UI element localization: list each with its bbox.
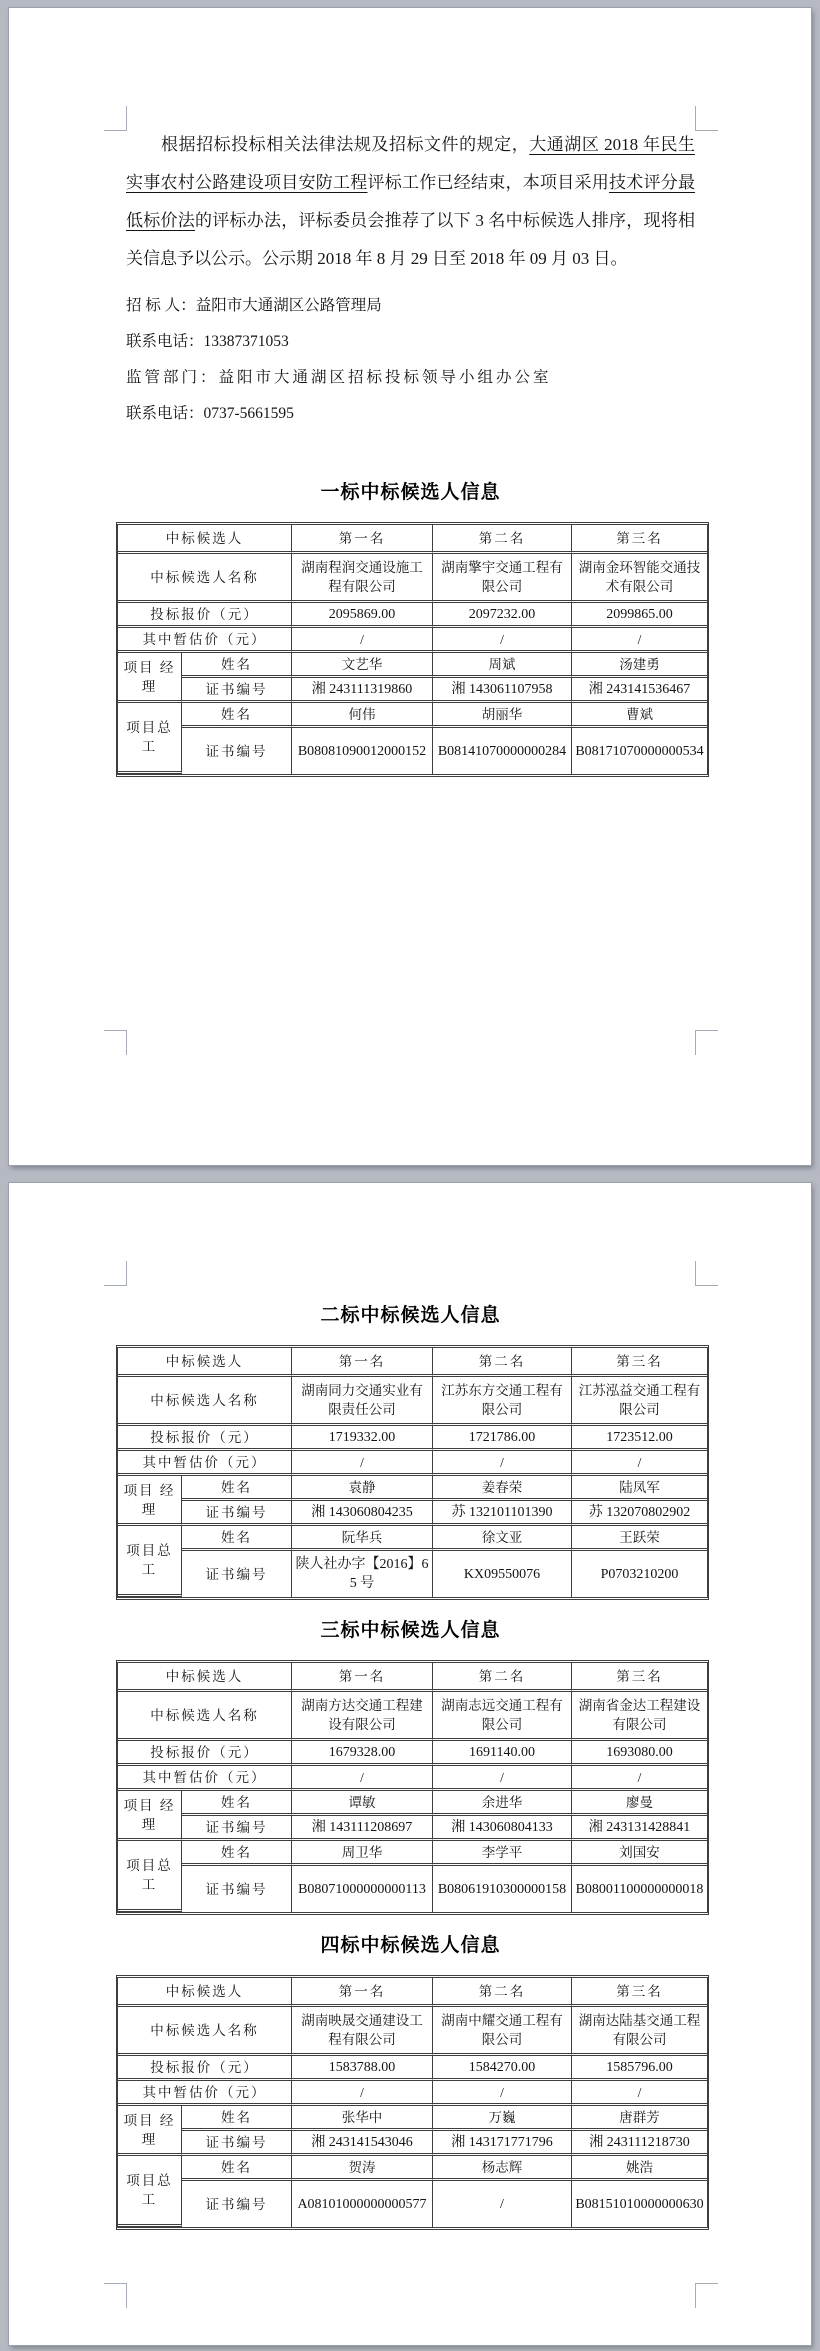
table-row bbox=[118, 1551, 707, 1597]
pm-name-cell: 万巍 bbox=[433, 2106, 572, 2131]
table-row bbox=[118, 2106, 707, 2131]
ce-name-cell: 徐文亚 bbox=[433, 1526, 572, 1551]
phone-label: 联系电话： bbox=[126, 333, 204, 350]
estimate-cell: / bbox=[572, 628, 707, 653]
header-rank1-cell: 第一名 bbox=[292, 1348, 433, 1377]
table-row bbox=[118, 1426, 707, 1451]
supervisor-line bbox=[126, 360, 695, 396]
ce-cert-cell: 陕人社办字【2016】65 号 bbox=[292, 1551, 433, 1597]
estimate-cell: / bbox=[292, 628, 433, 653]
pm-cert-cell: 湘 143060804235 bbox=[292, 1501, 433, 1526]
estimate-cell: / bbox=[433, 2081, 572, 2106]
price-label-cell: 投标报价（元） bbox=[118, 603, 292, 628]
table-row bbox=[118, 1841, 707, 1866]
ce-name-cell: 王跃荣 bbox=[572, 1526, 707, 1551]
ce-cert-cell: B08071000000000113 bbox=[292, 1866, 433, 1912]
page-2-content bbox=[9, 1183, 811, 2230]
bid-price-cell: 1585796.00 bbox=[572, 2056, 707, 2081]
tenderer-line bbox=[126, 288, 695, 324]
estimate-cell: / bbox=[292, 2081, 433, 2106]
estimate-label-cell: 其中暂估价（元） bbox=[118, 2081, 292, 2106]
table-row bbox=[118, 1501, 707, 1526]
table-row bbox=[118, 1451, 707, 1476]
cert-label-cell: 证书编号 bbox=[182, 1816, 292, 1841]
header-rank1-cell: 第一名 bbox=[292, 1663, 433, 1692]
pm-cert-cell: 湘 243131428841 bbox=[572, 1816, 707, 1841]
company-label-cell: 中标候选人名称 bbox=[118, 554, 292, 603]
paragraph-segment: 评标工作已经结束，本项目采用 bbox=[367, 173, 609, 192]
table-row bbox=[118, 678, 707, 703]
bid-price-cell: 1723512.00 bbox=[572, 1426, 707, 1451]
name-label-cell: 姓名 bbox=[182, 1476, 292, 1501]
company-name-cell: 湖南省金达工程建设有限公司 bbox=[572, 1692, 707, 1741]
estimate-cell: / bbox=[433, 1451, 572, 1476]
pm-cert-cell: 湘 243111218730 bbox=[572, 2131, 707, 2156]
table-row bbox=[118, 1526, 707, 1551]
company-name-cell: 湖南方达交通工程建设有限公司 bbox=[292, 1692, 433, 1741]
estimate-cell: / bbox=[292, 1451, 433, 1476]
table-row bbox=[118, 1816, 707, 1841]
phone-value: 13387371053 bbox=[203, 333, 289, 350]
table-row bbox=[118, 1476, 707, 1501]
ce-cert-cell: B08061910300000158 bbox=[433, 1866, 572, 1912]
chief-engineer-label-cell: 项目总 工 bbox=[118, 703, 182, 774]
table-row bbox=[118, 525, 707, 554]
ce-cert-cell: KX09550076 bbox=[433, 1551, 572, 1597]
tenderer-label: 招 标 人： bbox=[126, 297, 196, 314]
ce-cert-cell: B08171070000000534 bbox=[575, 743, 704, 759]
table-title: 一标中标候选人信息 bbox=[320, 482, 501, 503]
bid-candidates-table bbox=[116, 1345, 709, 1600]
table-row bbox=[118, 2081, 707, 2106]
name-label-cell: 姓名 bbox=[182, 2156, 292, 2181]
paragraph-segment-underlined: 大通湖区 2018 年民生实事农村公路建设项目安防工程 bbox=[126, 135, 696, 192]
bid-candidates-table bbox=[116, 1975, 709, 2230]
estimate-cell: / bbox=[292, 1766, 433, 1791]
ce-name-cell: 李学平 bbox=[433, 1841, 572, 1866]
header-candidate-cell: 中标候选人 bbox=[118, 1978, 292, 2007]
ce-name-cell: 曹斌 bbox=[572, 703, 707, 728]
table-row bbox=[118, 2056, 707, 2081]
table-row bbox=[118, 2131, 707, 2156]
cert-label-cell: 证书编号 bbox=[182, 2131, 292, 2156]
table-row bbox=[118, 1866, 707, 1912]
company-label-cell: 中标候选人名称 bbox=[118, 1377, 292, 1426]
table-row bbox=[118, 554, 707, 603]
paragraph-segment: 的评标办法，评标委员会推荐了以下 3 名中标候选人排序，现将相关信息予以公示。公示期 2018 年 8 月 29 日至 2018 年 09 月 03 日。 bbox=[126, 211, 696, 268]
estimate-cell: / bbox=[433, 1766, 572, 1791]
page-2 bbox=[9, 1183, 811, 2345]
bid-candidates-table bbox=[116, 1660, 709, 1915]
header-rank2-cell: 第二名 bbox=[433, 525, 572, 554]
ce-name-cell: 阮华兵 bbox=[292, 1526, 433, 1551]
table-row bbox=[118, 2181, 707, 2227]
pm-name-cell: 余进华 bbox=[433, 1791, 572, 1816]
name-label-cell: 姓名 bbox=[182, 703, 292, 728]
bid-price-cell: 1584270.00 bbox=[433, 2056, 572, 2081]
pm-cert-cell: 湘 243141536467 bbox=[572, 678, 707, 703]
bid-section bbox=[123, 478, 704, 777]
price-label-cell: 投标报价（元） bbox=[118, 1426, 292, 1451]
phone-line bbox=[126, 324, 695, 360]
ce-name-cell: 姚浩 bbox=[572, 2156, 707, 2181]
company-name-cell: 湖南程润交通设施工程有限公司 bbox=[292, 554, 433, 603]
page-2-tables bbox=[123, 1301, 704, 2230]
bid-price-cell: 1719332.00 bbox=[292, 1426, 433, 1451]
pm-cert-cell: 湘 143171771796 bbox=[433, 2131, 572, 2156]
company-label-cell: 中标候选人名称 bbox=[118, 1692, 292, 1741]
ce-name-cell: 何伟 bbox=[292, 703, 433, 728]
ce-name-cell: 胡丽华 bbox=[433, 703, 572, 728]
pm-name-cell: 文艺华 bbox=[292, 653, 433, 678]
pm-cert-cell: 苏 132101101390 bbox=[433, 1501, 572, 1526]
header-candidate-cell: 中标候选人 bbox=[118, 525, 292, 554]
pm-name-cell: 谭敏 bbox=[292, 1791, 433, 1816]
header-rank3-cell: 第三名 bbox=[572, 1978, 707, 2007]
price-label-cell: 投标报价（元） bbox=[118, 2056, 292, 2081]
company-name-cell: 湖南映晟交通建设工程有限公司 bbox=[292, 2007, 433, 2056]
cert-label-cell: 证书编号 bbox=[182, 1551, 292, 1597]
pm-name-cell: 陆凤军 bbox=[572, 1476, 707, 1501]
announcement-paragraph bbox=[126, 126, 695, 278]
table-row bbox=[118, 1766, 707, 1791]
estimate-label-cell: 其中暂估价（元） bbox=[118, 1451, 292, 1476]
ce-cert-cell: B08081090012000152 bbox=[292, 728, 433, 774]
ce-cert-cell: A08101000000000577 bbox=[292, 2181, 433, 2227]
pm-name-cell: 廖曼 bbox=[572, 1791, 707, 1816]
chief-engineer-label-cell: 项目总 工 bbox=[118, 2156, 182, 2227]
chief-engineer-label-cell: 项目总 工 bbox=[118, 1841, 182, 1912]
header-candidate-cell: 中标候选人 bbox=[118, 1348, 292, 1377]
estimate-cell: / bbox=[572, 1451, 707, 1476]
phone-line-2 bbox=[126, 396, 695, 432]
table-row bbox=[118, 1978, 707, 2007]
bid-price-cell: 2095869.00 bbox=[292, 603, 433, 628]
ce-cert-cell: B08151010000000630 bbox=[575, 2196, 704, 2212]
ce-name-cell: 刘国安 bbox=[572, 1841, 707, 1866]
estimate-cell: / bbox=[433, 628, 572, 653]
project-manager-label-cell: 项目 经理 bbox=[118, 1476, 182, 1526]
bid-section bbox=[123, 1301, 701, 1600]
bid-section bbox=[123, 1931, 704, 2230]
header-rank3-cell: 第三名 bbox=[572, 525, 707, 554]
company-name-cell: 江苏泓益交通工程有限公司 bbox=[572, 1377, 707, 1426]
cert-label-cell: 证书编号 bbox=[182, 728, 292, 774]
chief-engineer-label-cell: 项目总 工 bbox=[118, 1526, 182, 1597]
company-label-cell: 中标候选人名称 bbox=[118, 2007, 292, 2056]
margin-corner-mark bbox=[104, 2283, 127, 2308]
estimate-cell: / bbox=[572, 2081, 707, 2106]
pm-cert-cell: 湘 243111319860 bbox=[292, 678, 433, 703]
header-candidate-cell: 中标候选人 bbox=[118, 1663, 292, 1692]
bid-section bbox=[123, 1616, 704, 1915]
ce-name-cell: 周卫华 bbox=[292, 1841, 433, 1866]
pm-cert-cell: 苏 132070802902 bbox=[572, 1501, 707, 1526]
ce-cert-cell: B08141070000000284 bbox=[433, 728, 572, 774]
table-row bbox=[118, 1741, 707, 1766]
table-title: 二标中标候选人信息 bbox=[320, 1305, 501, 1326]
pm-cert-cell: 湘 243141543046 bbox=[292, 2131, 433, 2156]
phone-label: 联系电话： bbox=[126, 405, 204, 422]
name-label-cell: 姓名 bbox=[182, 1526, 292, 1551]
pm-name-cell: 汤建勇 bbox=[572, 653, 707, 678]
bid-price-cell: 1583788.00 bbox=[292, 2056, 433, 2081]
bid-price-cell: 2097232.00 bbox=[433, 603, 572, 628]
bid-price-cell: 2099865.00 bbox=[572, 603, 707, 628]
table-row bbox=[118, 1791, 707, 1816]
header-rank2-cell: 第二名 bbox=[433, 1348, 572, 1377]
company-name-cell: 湖南达陆基交通工程有限公司 bbox=[572, 2007, 707, 2056]
header-rank2-cell: 第二名 bbox=[433, 1978, 572, 2007]
pm-name-cell: 张华中 bbox=[292, 2106, 433, 2131]
project-manager-label-cell: 项目 经理 bbox=[118, 2106, 182, 2156]
table-title: 三标中标候选人信息 bbox=[320, 1620, 501, 1641]
table-row bbox=[118, 703, 707, 728]
page-1-tables bbox=[123, 478, 704, 777]
table-row bbox=[118, 2156, 707, 2181]
tenderer-value: 益阳市大通湖区公路管理局 bbox=[195, 297, 382, 314]
header-rank2-cell: 第二名 bbox=[433, 1663, 572, 1692]
project-manager-label-cell: 项目 经理 bbox=[118, 653, 182, 703]
pm-name-cell: 袁静 bbox=[292, 1476, 433, 1501]
estimate-cell: / bbox=[572, 1766, 707, 1791]
ce-cert-cell: P0703210200 bbox=[600, 1566, 679, 1582]
pm-name-cell: 周斌 bbox=[433, 653, 572, 678]
paragraph-segment: 根据招标投标相关法律法规及招标文件的规定， bbox=[161, 135, 530, 154]
page-1-content bbox=[9, 8, 811, 777]
table-row bbox=[118, 1692, 707, 1741]
table-row bbox=[118, 653, 707, 678]
header-rank1-cell: 第一名 bbox=[292, 1978, 433, 2007]
ce-cert-cell: / bbox=[433, 2181, 572, 2227]
estimate-label-cell: 其中暂估价（元） bbox=[118, 628, 292, 653]
table-row bbox=[118, 1348, 707, 1377]
table-row bbox=[118, 603, 707, 628]
ce-cert-cell: B08001100000000018 bbox=[575, 1881, 704, 1897]
cert-label-cell: 证书编号 bbox=[182, 1501, 292, 1526]
supervisor-label: 监管部门： bbox=[126, 369, 219, 386]
cert-label-cell: 证书编号 bbox=[182, 2181, 292, 2227]
phone-value: 0737-5661595 bbox=[203, 405, 294, 422]
header-rank3-cell: 第三名 bbox=[572, 1348, 707, 1377]
ce-name-cell: 贺涛 bbox=[292, 2156, 433, 2181]
bid-price-cell: 1721786.00 bbox=[433, 1426, 572, 1451]
company-name-cell: 湖南金环智能交通技术有限公司 bbox=[572, 554, 707, 603]
price-label-cell: 投标报价（元） bbox=[118, 1741, 292, 1766]
estimate-label-cell: 其中暂估价（元） bbox=[118, 1766, 292, 1791]
header-rank1-cell: 第一名 bbox=[292, 525, 433, 554]
company-name-cell: 江苏东方交通工程有限公司 bbox=[433, 1377, 572, 1426]
company-name-cell: 湖南中耀交通工程有限公司 bbox=[433, 2007, 572, 2056]
header-rank3-cell: 第三名 bbox=[572, 1663, 707, 1692]
cert-label-cell: 证书编号 bbox=[182, 1866, 292, 1912]
name-label-cell: 姓名 bbox=[182, 653, 292, 678]
cert-label-cell: 证书编号 bbox=[182, 678, 292, 703]
margin-corner-mark bbox=[104, 1030, 127, 1055]
pm-cert-cell: 湘 143111208697 bbox=[292, 1816, 433, 1841]
project-manager-label-cell: 项目 经理 bbox=[118, 1791, 182, 1841]
company-name-cell: 湖南同力交通实业有限责任公司 bbox=[292, 1377, 433, 1426]
table-row bbox=[118, 1663, 707, 1692]
bid-price-cell: 1693080.00 bbox=[572, 1741, 707, 1766]
bid-candidates-table bbox=[116, 522, 709, 777]
paragraph-segment-underlined: 技术评分最低标价法 bbox=[126, 173, 695, 230]
table-row bbox=[118, 2007, 707, 2056]
pm-cert-cell: 湘 143060804133 bbox=[433, 1816, 572, 1841]
table-row bbox=[118, 1377, 707, 1426]
company-name-cell: 湖南志远交通工程有限公司 bbox=[433, 1692, 572, 1741]
pm-cert-cell: 湘 143061107958 bbox=[433, 678, 572, 703]
pm-name-cell: 姜春荣 bbox=[433, 1476, 572, 1501]
name-label-cell: 姓名 bbox=[182, 1841, 292, 1866]
margin-corner-mark bbox=[695, 1030, 718, 1055]
table-row bbox=[118, 728, 707, 774]
bid-price-cell: 1691140.00 bbox=[433, 1741, 572, 1766]
supervisor-value: 益阳市大通湖区招标投标领导小组办公室 bbox=[218, 369, 552, 386]
bid-price-cell: 1679328.00 bbox=[292, 1741, 433, 1766]
pm-name-cell: 唐群芳 bbox=[572, 2106, 707, 2131]
name-label-cell: 姓名 bbox=[182, 2106, 292, 2131]
margin-corner-mark bbox=[695, 2283, 718, 2308]
ce-name-cell: 杨志辉 bbox=[433, 2156, 572, 2181]
table-title: 四标中标候选人信息 bbox=[320, 1935, 501, 1956]
company-name-cell: 湖南擎宇交通工程有限公司 bbox=[433, 554, 572, 603]
name-label-cell: 姓名 bbox=[182, 1791, 292, 1816]
table-row bbox=[118, 628, 707, 653]
page-1 bbox=[9, 8, 811, 1165]
